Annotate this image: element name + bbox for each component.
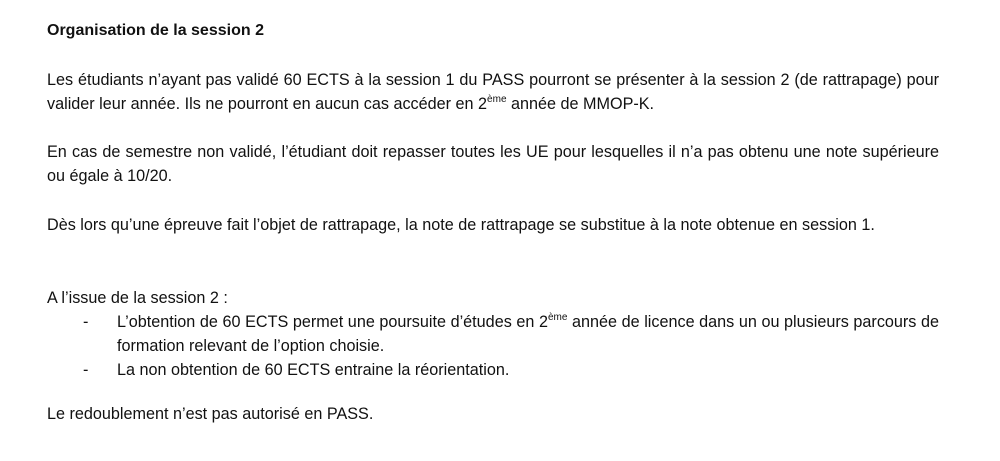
paragraph-end-of-session-intro: A l’issue de la session 2 :	[47, 289, 228, 307]
paragraph-text: Les étudiants n’ayant pas validé 60 ECTS à la session 1 du PASS pourront se présenter à la session 2 (de rattrapage) pour valider leur année. Ils ne pourront en aucun cas accéder en 2	[47, 71, 939, 113]
list-item-text: année de licence dans un ou plusieurs parcours de formation relevant de l’option choisie.	[117, 313, 939, 355]
superscript-ordinal: ème	[547, 311, 568, 323]
paragraph-no-repeat: Le redoublement n’est pas autorisé en PASS.	[47, 405, 374, 423]
list-dash-marker: -	[83, 361, 89, 379]
list-item	[47, 310, 939, 358]
superscript-ordinal: ème	[487, 93, 507, 105]
list-item-text: L’obtention de 60 ECTS permet une poursuite d’études en 2	[117, 313, 548, 331]
list-dash-marker: -	[83, 313, 89, 331]
list-item-text: La non obtention de 60 ECTS entraine la réorientation.	[117, 361, 510, 379]
paragraph-text: année de MMOP-K.	[506, 95, 655, 113]
outcome-list	[47, 310, 939, 382]
paragraph-retake-grade: Dès lors qu’une épreuve fait l’objet de rattrapage, la note de rattrapage se substitue à la note obtenue en session 1.	[47, 216, 875, 234]
paragraph-session-2-eligibility	[47, 68, 939, 116]
list-item	[47, 358, 939, 382]
paragraph-semester-not-validated: En cas de semestre non validé, l’étudiant doit repasser toutes les UE pour lesquelles il n’a pas obtenu une note supérieure ou égale à 10/20.	[47, 143, 939, 185]
section-heading: Organisation de la session 2	[47, 22, 264, 39]
